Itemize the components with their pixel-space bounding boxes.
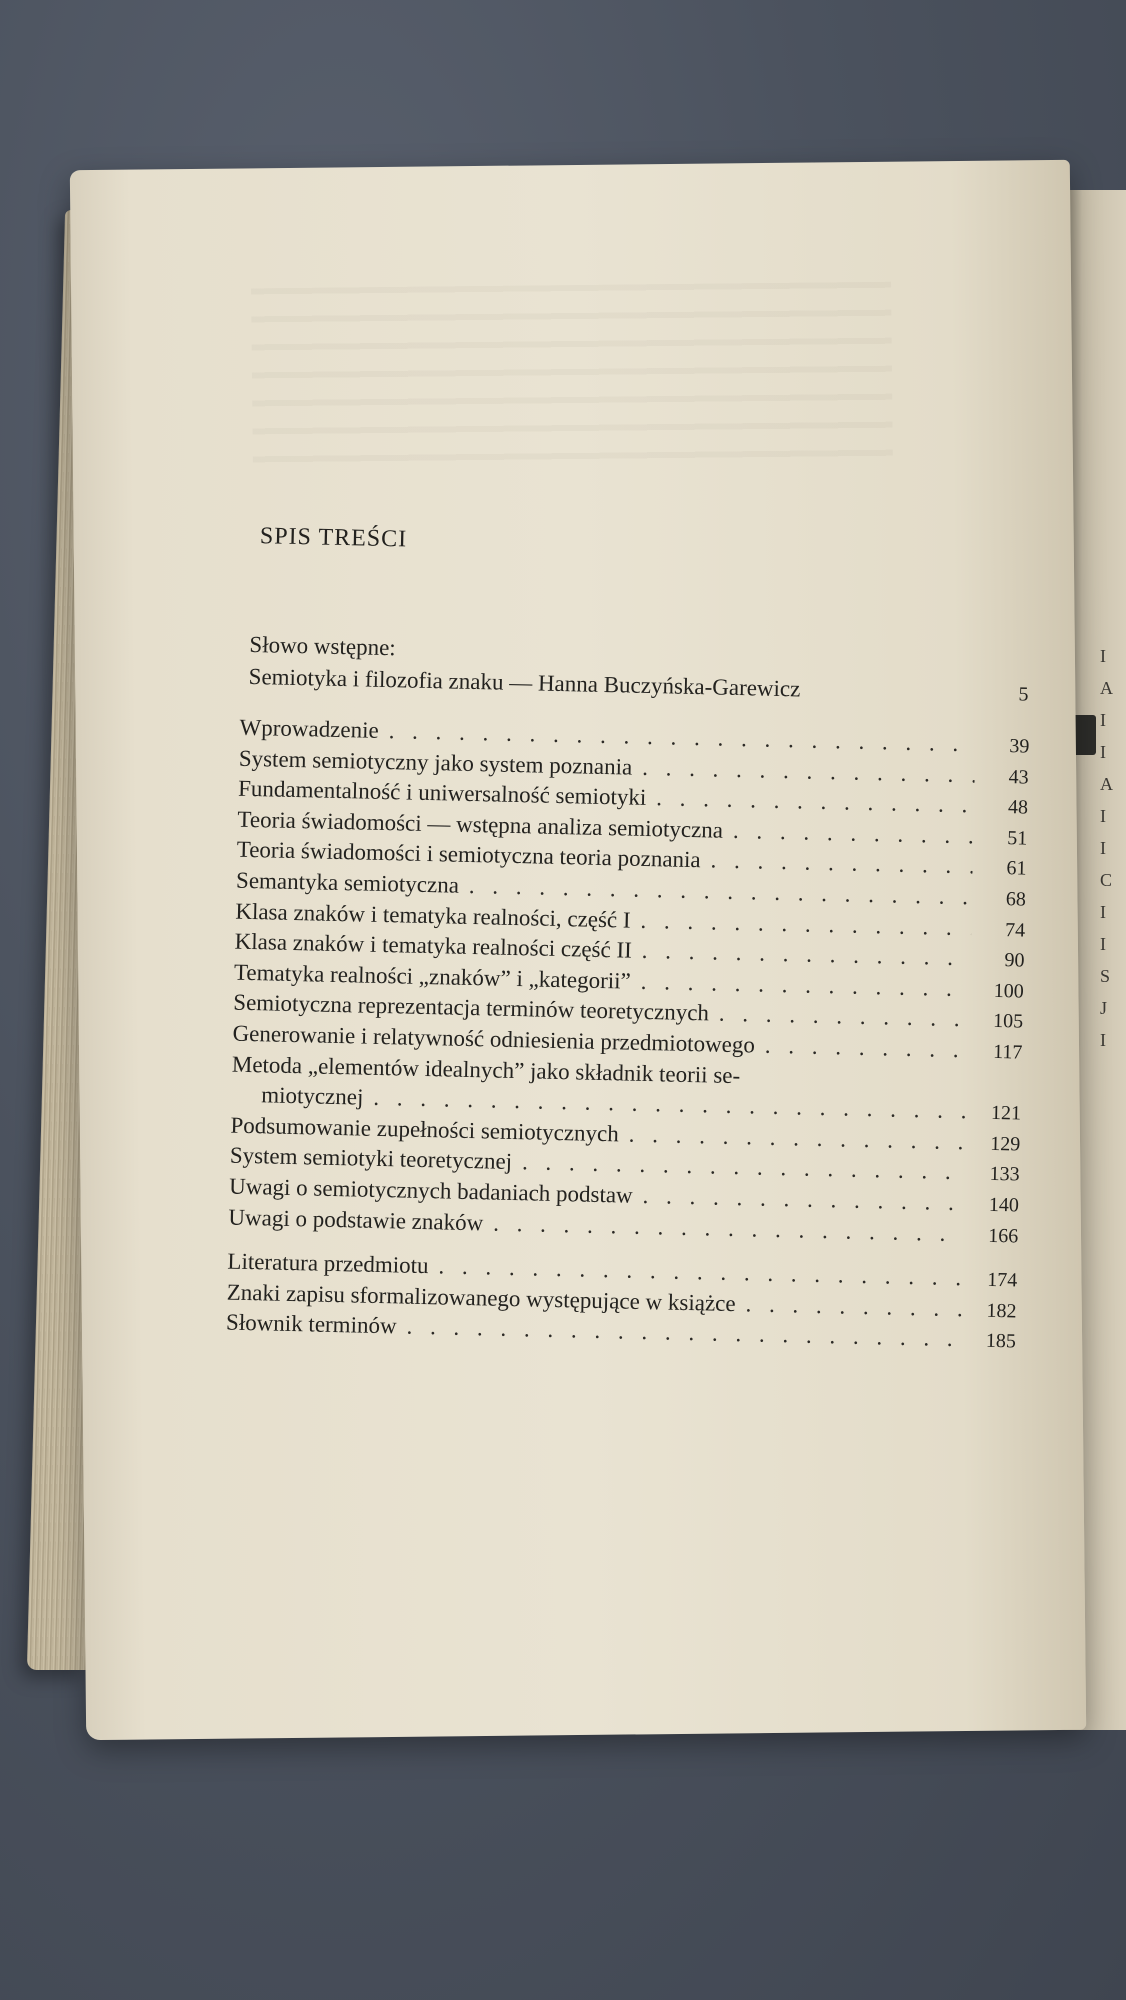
toc-entry-title: Klasa znaków i tematyka realności część II: [234, 928, 633, 963]
toc-entry-page: 121: [990, 1101, 1022, 1125]
toc-entry-title: System semiotyczny jako system poznania: [238, 745, 633, 780]
toc-entry-title: Słownik terminów: [225, 1309, 397, 1339]
toc-entry-page: 133: [989, 1163, 1020, 1186]
toc-entry-page: 117: [992, 1040, 1023, 1064]
toc-entry-page: 39: [1009, 735, 1030, 758]
facing-page-letter: I: [1100, 902, 1106, 922]
toc-entry-title: Teoria świadomości — wstępna analiza semiotyczna: [237, 806, 724, 843]
toc-list: [226, 715, 1030, 1359]
toc-entry-page: [968, 1088, 1022, 1089]
toc-entry-page: 129: [990, 1132, 1021, 1156]
toc-entry-page: 100: [993, 979, 1025, 1003]
toc-entry-title: Fundamentalność i uniwersalność semiotyki: [237, 775, 647, 811]
toc-entry-title: Uwagi o semiotycznych badaniach podstaw: [228, 1173, 634, 1208]
toc-entry-page: 51: [1007, 826, 1028, 850]
facing-page-letter: C: [1100, 870, 1113, 890]
toc-entry-title: Podsumowanie zupełności semiotycznych: [230, 1112, 620, 1147]
foreword-page: 5: [1018, 683, 1029, 706]
toc-entry-title: Wprowadzenie: [239, 714, 380, 743]
toc-entry-page: 140: [988, 1193, 1020, 1217]
facing-page-letter: A: [1100, 774, 1113, 794]
toc-entry-page: 43: [1008, 765, 1029, 789]
facing-page-letter: I: [1100, 838, 1106, 858]
facing-page-letter: A: [1100, 678, 1113, 698]
facing-page-letter: I: [1100, 806, 1106, 826]
toc-entry-title: miotycznej: [260, 1082, 364, 1110]
toc-entry-title: Znaki zapisu sformalizowanego występujące w książce: [226, 1279, 736, 1316]
toc-entry-page: 174: [986, 1268, 1018, 1292]
toc-heading: SPIS TREŚCI: [259, 523, 408, 553]
foreword-label: Słowo wstępne:: [249, 631, 397, 661]
toc-entry-page: 90: [1004, 949, 1025, 972]
toc-entry-title: Metoda „elementów idealnych” jako składnik teorii se-: [231, 1051, 741, 1088]
facing-page-letter: I: [1100, 1030, 1106, 1050]
toc-entry-page: 166: [987, 1224, 1019, 1248]
toc-entry-page: 182: [986, 1299, 1017, 1323]
toc-dot-leader: [709, 1001, 970, 1033]
facing-page-letter: I: [1100, 934, 1106, 954]
toc-entry-page: 74: [1004, 918, 1026, 942]
toc-dot-leader: [700, 848, 973, 880]
toc-dot-leader: [723, 817, 974, 849]
toc-dot-leader: [755, 1032, 969, 1063]
toc-entry-title: Literatura przedmiotu: [227, 1248, 429, 1279]
toc-entry-title: Semiotyczna reprezentacja terminów teoretycznych: [233, 989, 710, 1026]
facing-page-letter: I: [1100, 742, 1106, 762]
toc-entry-title: Generowanie i relatywność odniesienia przedmiotowego: [232, 1020, 756, 1058]
toc-entry-title: System semiotyki teoretycznej: [229, 1142, 513, 1175]
toc-entry-title: Klasa znaków i tematyka realności, część I: [235, 898, 631, 933]
toc-entry-title: Teoria świadomości i semiotyczna teoria poznania: [236, 837, 701, 873]
foreword-block: [248, 629, 1029, 711]
toc-dot-leader: [735, 1291, 963, 1322]
toc-entry-page: 48: [1007, 796, 1029, 819]
facing-page-letter: J: [1100, 998, 1108, 1018]
facing-page-letter: I: [1100, 646, 1106, 666]
toc-entry-page: 185: [985, 1330, 1017, 1353]
toc-entry-title: Tematyka realności „znaków” i „kategorii”: [233, 959, 632, 994]
toc-entry-title: Uwagi o podstawie znaków: [228, 1204, 484, 1235]
toc-entry-page: 68: [1005, 888, 1027, 911]
toc-entry-page: 105: [992, 1010, 1024, 1033]
facing-page-letter: I: [1100, 710, 1106, 730]
facing-page-letter: S: [1100, 966, 1111, 986]
foreword-title: Semiotyka i filozofia znaku — Hanna Buczyńska-Garewicz: [248, 663, 801, 702]
toc-entry-page: 61: [1006, 857, 1027, 880]
toc-entry-title: Semantyka semiotyczna: [235, 867, 460, 898]
